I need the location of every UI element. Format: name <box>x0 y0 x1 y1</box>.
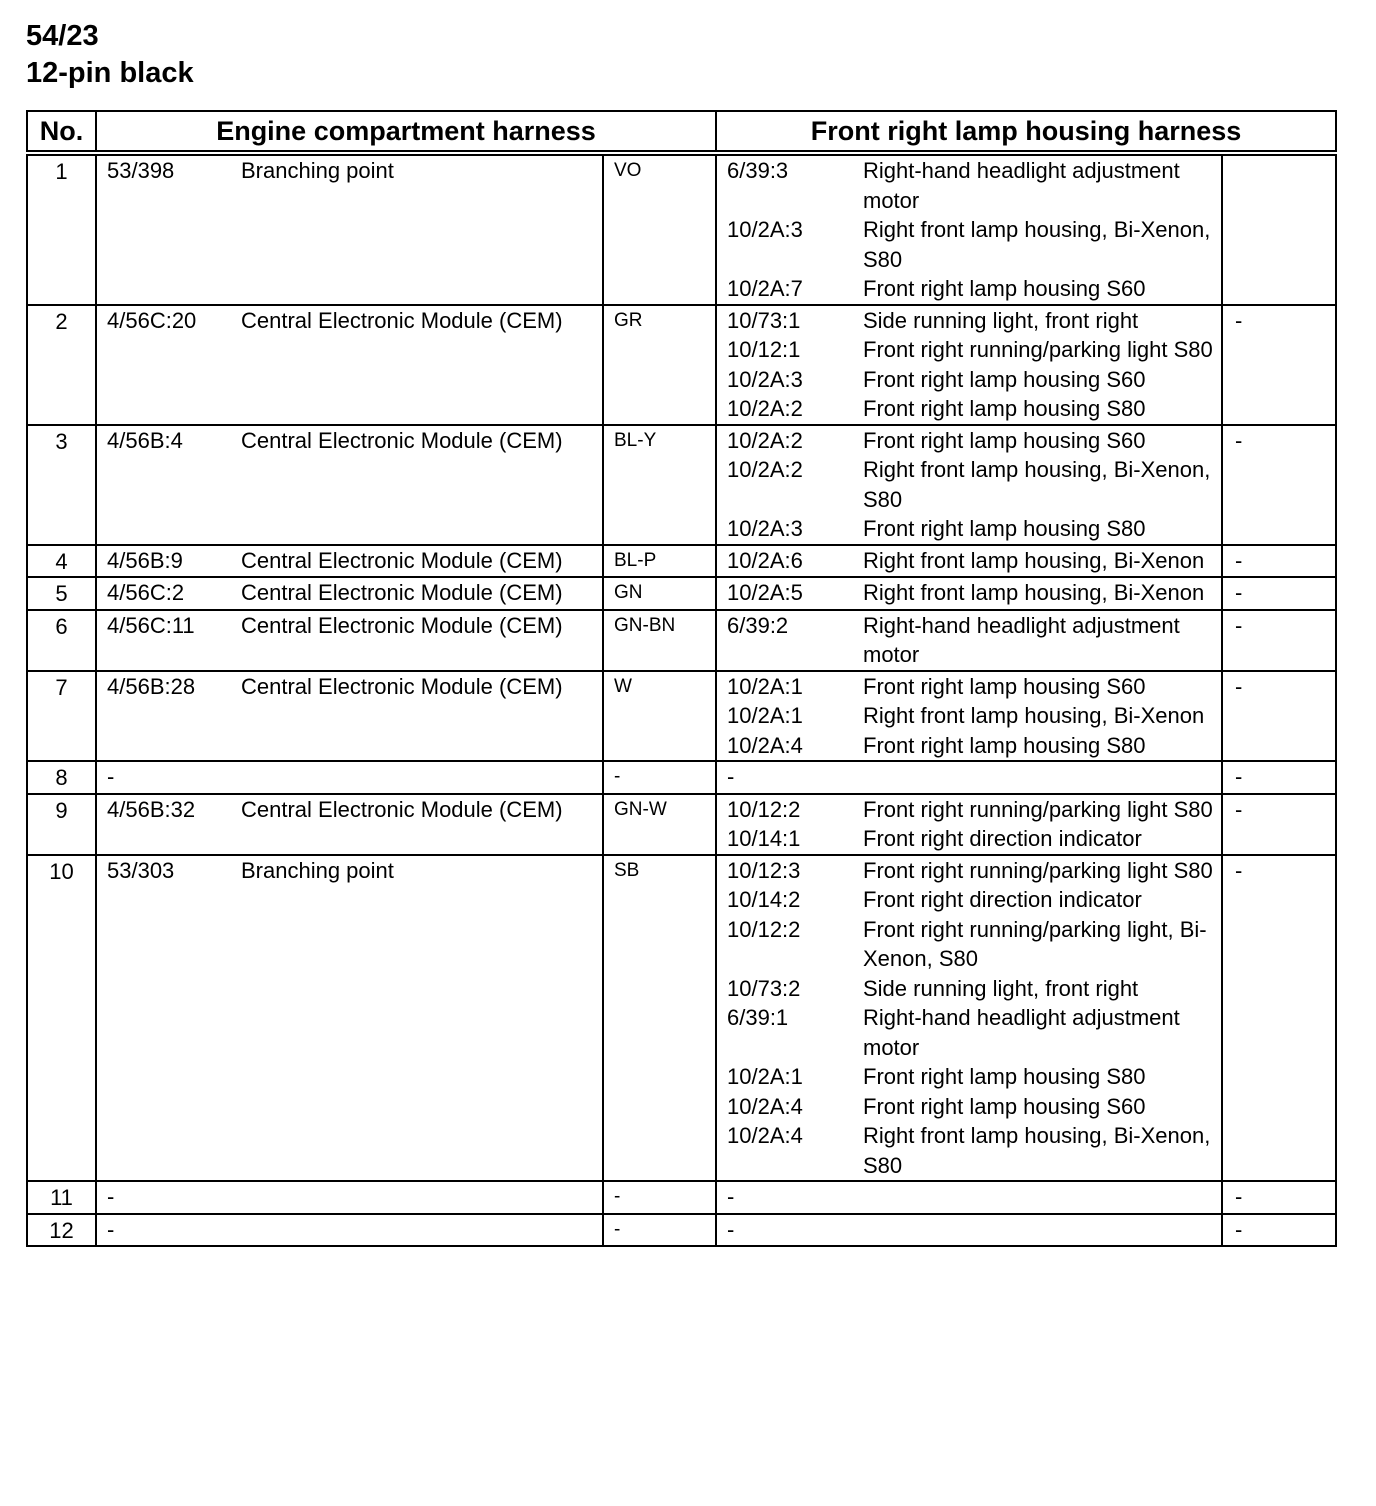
engine-connector-desc: Central Electronic Module (CEM) <box>233 305 603 425</box>
pin-number: 8 <box>27 761 96 794</box>
front-connection-entry <box>727 974 1221 1004</box>
front-connection-entry <box>727 856 1221 886</box>
pin-number: 7 <box>27 671 96 762</box>
front-connections <box>716 545 1222 578</box>
connector-description: 12-pin black <box>26 57 194 89</box>
engine-connector-id: - <box>96 761 233 794</box>
extra-column: - <box>1222 610 1336 671</box>
front-connections <box>716 305 1222 425</box>
front-connector-desc: Front right running/parking light S80 <box>863 337 1213 362</box>
front-connector-id: 10/2A:1 <box>727 703 803 728</box>
front-connector-desc: Front right running/parking light S80 <box>863 857 1213 883</box>
table-row <box>27 1214 1336 1247</box>
header-front-harness: Front right lamp housing harness <box>716 111 1336 153</box>
pin-number: 9 <box>27 794 96 855</box>
front-connector-desc: Front right running/parking light, Bi-Xenon, S80 <box>863 916 1207 971</box>
front-connector-desc <box>863 762 1221 792</box>
front-connection-entry <box>727 1062 1221 1092</box>
front-connection-entry <box>727 1003 1221 1062</box>
front-connection-entry <box>727 426 1221 456</box>
table-row <box>27 761 1336 794</box>
extra-column: - <box>1222 855 1336 1182</box>
pin-number: 3 <box>27 425 96 545</box>
front-connector-id: 10/12:3 <box>727 857 801 883</box>
front-connector-id: 10/2A:2 <box>727 396 803 421</box>
engine-connector-id: - <box>96 1214 233 1247</box>
pin-number: 1 <box>27 153 96 305</box>
front-connector-desc: Front right lamp housing S80 <box>863 396 1146 421</box>
front-connector-id: 6/39:2 <box>727 612 789 638</box>
front-connector-id: 10/12:2 <box>727 796 801 822</box>
front-connector-id: 10/2A:2 <box>727 427 803 453</box>
engine-connector-id: 4/56B:32 <box>96 794 233 855</box>
engine-connector-id: 53/303 <box>96 855 233 1182</box>
front-connector-id: 10/2A:6 <box>727 547 803 573</box>
front-connection-entry <box>727 546 1221 576</box>
connector-title <box>26 18 194 92</box>
front-connection-entry <box>727 611 1221 670</box>
engine-connector-desc: Central Electronic Module (CEM) <box>233 425 603 545</box>
wire-color: - <box>603 1214 716 1247</box>
pin-number: 4 <box>27 545 96 578</box>
engine-connector-desc: Central Electronic Module (CEM) <box>233 794 603 855</box>
front-connection-entry <box>727 578 1221 608</box>
engine-connector-desc <box>233 761 603 794</box>
front-connection-entry <box>727 1092 1221 1122</box>
front-connector-id: 10/2A:2 <box>727 457 803 482</box>
front-connector-desc: Right-hand headlight adjustment motor <box>863 158 1180 213</box>
front-connector-desc: Right-hand headlight adjustment motor <box>863 1005 1180 1060</box>
wire-color: GN-W <box>603 794 716 855</box>
front-connection-entry <box>727 701 1221 731</box>
front-connector-desc: Front right lamp housing S60 <box>863 427 1146 453</box>
table-row <box>27 610 1336 671</box>
front-connections <box>716 577 1222 610</box>
extra-column: - <box>1222 305 1336 425</box>
engine-connector-id: 4/56C:2 <box>96 577 233 610</box>
front-connector-id: 10/2A:7 <box>727 276 803 301</box>
front-connector-desc: Front right lamp housing S60 <box>863 366 1146 392</box>
table-header-row <box>27 111 1336 153</box>
front-connections <box>716 610 1222 671</box>
extra-column: - <box>1222 761 1336 794</box>
pin-table <box>26 110 1337 1247</box>
table-row <box>27 545 1336 578</box>
wire-color: - <box>603 761 716 794</box>
table-row <box>27 671 1336 762</box>
front-connection-entry <box>727 1182 1221 1212</box>
table-row <box>27 577 1336 610</box>
engine-connector-desc: Central Electronic Module (CEM) <box>233 577 603 610</box>
front-connection-entry <box>727 672 1221 702</box>
front-connection-entry <box>727 306 1221 336</box>
front-connector-desc: Right front lamp housing, Bi-Xenon, S80 <box>863 217 1211 272</box>
front-connector-desc: Right front lamp housing, Bi-Xenon <box>863 703 1205 728</box>
front-connection-entry <box>727 731 1221 761</box>
front-connector-id: 10/14:2 <box>727 887 801 912</box>
front-connector-desc: Right front lamp housing, Bi-Xenon <box>863 547 1205 573</box>
front-connector-id: 10/2A:3 <box>727 217 803 242</box>
engine-connector-id: 4/56C:11 <box>96 610 233 671</box>
front-connector-id: 10/12:2 <box>727 916 801 942</box>
front-connector-desc <box>863 1182 1221 1212</box>
pin-number: 12 <box>27 1214 96 1247</box>
engine-connector-desc: Branching point <box>233 153 603 305</box>
wire-color: W <box>603 671 716 762</box>
front-connection-entry <box>727 1215 1221 1245</box>
front-connections <box>716 671 1222 762</box>
front-connection-entry <box>727 274 1221 304</box>
table-row <box>27 794 1336 855</box>
front-connector-id: - <box>727 1216 735 1242</box>
front-connector-id: 10/73:2 <box>727 975 801 1001</box>
front-connector-desc: Side running light, front right <box>863 975 1139 1001</box>
front-connection-entry <box>727 824 1221 854</box>
wire-color: BL-Y <box>603 425 716 545</box>
wire-color: GN-BN <box>603 610 716 671</box>
front-connector-desc: Side running light, front right <box>863 307 1139 333</box>
engine-connector-id: 4/56C:20 <box>96 305 233 425</box>
front-connector-id: 10/2A:1 <box>727 1064 803 1089</box>
extra-column: - <box>1222 545 1336 578</box>
front-connector-desc: Right front lamp housing, Bi-Xenon <box>863 580 1205 605</box>
wire-color: SB <box>603 855 716 1182</box>
extra-column: - <box>1222 577 1336 610</box>
front-connection-entry <box>727 762 1221 792</box>
engine-connector-desc: Central Electronic Module (CEM) <box>233 545 603 578</box>
front-connector-desc: Right front lamp housing, Bi-Xenon, S80 <box>863 457 1211 512</box>
pin-number: 6 <box>27 610 96 671</box>
front-connector-desc: Front right lamp housing S80 <box>863 516 1146 541</box>
front-connection-entry <box>727 915 1221 974</box>
pin-number: 11 <box>27 1181 96 1214</box>
front-connector-id: 10/2A:3 <box>727 366 803 392</box>
front-connection-entry <box>727 365 1221 395</box>
extra-column: - <box>1222 1214 1336 1247</box>
header-no: No. <box>27 111 96 153</box>
front-connector-id: 10/14:1 <box>727 826 801 851</box>
extra-column: - <box>1222 1181 1336 1214</box>
front-connections <box>716 855 1222 1182</box>
front-connections <box>716 1181 1222 1214</box>
front-connection-entry <box>727 156 1221 215</box>
front-connection-entry <box>727 455 1221 514</box>
wire-color: - <box>603 1181 716 1214</box>
front-connection-entry <box>727 1121 1221 1180</box>
front-connections <box>716 153 1222 305</box>
front-connector-desc: Right front lamp housing, Bi-Xenon, S80 <box>863 1123 1211 1178</box>
front-connector-id: 10/2A:4 <box>727 1093 803 1119</box>
pin-number: 10 <box>27 855 96 1182</box>
table-row <box>27 855 1336 1182</box>
front-connector-id: 6/39:1 <box>727 1005 789 1030</box>
front-connection-entry <box>727 335 1221 365</box>
front-connector-desc: Front right running/parking light S80 <box>863 796 1213 822</box>
front-connector-desc <box>863 1215 1221 1245</box>
front-connector-id: 10/2A:5 <box>727 580 803 605</box>
extra-column: - <box>1222 671 1336 762</box>
front-connections <box>716 425 1222 545</box>
front-connection-entry <box>727 885 1221 915</box>
pin-number: 5 <box>27 577 96 610</box>
engine-connector-desc: Branching point <box>233 855 603 1182</box>
front-connector-desc: Front right lamp housing S60 <box>863 1093 1146 1119</box>
header-engine-harness: Engine compartment harness <box>96 111 716 153</box>
extra-column <box>1222 153 1336 305</box>
front-connections <box>716 794 1222 855</box>
wire-color: GN <box>603 577 716 610</box>
front-connections <box>716 1214 1222 1247</box>
engine-connector-id: 4/56B:28 <box>96 671 233 762</box>
front-connector-desc: Front right direction indicator <box>863 826 1142 851</box>
front-connector-id: 10/2A:3 <box>727 516 803 541</box>
front-connector-desc: Front right lamp housing S80 <box>863 1064 1146 1089</box>
pin-number: 2 <box>27 305 96 425</box>
wire-color: GR <box>603 305 716 425</box>
front-connector-desc: Front right direction indicator <box>863 887 1142 912</box>
front-connections <box>716 761 1222 794</box>
front-connector-id: 10/2A:4 <box>727 732 803 758</box>
front-connector-id: - <box>727 1184 735 1209</box>
engine-connector-id: 4/56B:9 <box>96 545 233 578</box>
front-connector-id: - <box>727 764 735 789</box>
front-connector-id: 10/12:1 <box>727 337 801 362</box>
front-connection-entry <box>727 795 1221 825</box>
front-connector-id: 6/39:3 <box>727 158 789 183</box>
front-connector-desc: Front right lamp housing S60 <box>863 276 1146 301</box>
extra-column: - <box>1222 794 1336 855</box>
table-row <box>27 1181 1336 1214</box>
front-connection-entry <box>727 514 1221 544</box>
engine-connector-desc <box>233 1181 603 1214</box>
front-connector-id: 10/2A:1 <box>727 673 803 699</box>
pin-rows <box>27 153 1336 1246</box>
front-connector-desc: Front right lamp housing S60 <box>863 673 1146 699</box>
table-row <box>27 425 1336 545</box>
wire-color: VO <box>603 153 716 305</box>
front-connector-desc: Right-hand headlight adjustment motor <box>863 612 1180 667</box>
table-row <box>27 153 1336 305</box>
engine-connector-desc <box>233 1214 603 1247</box>
engine-connector-id: - <box>96 1181 233 1214</box>
extra-column: - <box>1222 425 1336 545</box>
engine-connector-desc: Central Electronic Module (CEM) <box>233 610 603 671</box>
front-connector-id: 10/73:1 <box>727 307 801 333</box>
wire-color: BL-P <box>603 545 716 578</box>
table-row <box>27 305 1336 425</box>
engine-connector-id: 4/56B:4 <box>96 425 233 545</box>
front-connector-desc: Front right lamp housing S80 <box>863 732 1146 758</box>
front-connection-entry <box>727 394 1221 424</box>
engine-connector-desc: Central Electronic Module (CEM) <box>233 671 603 762</box>
engine-connector-id: 53/398 <box>96 153 233 305</box>
front-connection-entry <box>727 215 1221 274</box>
front-connector-id: 10/2A:4 <box>727 1123 803 1148</box>
connector-id: 54/23 <box>26 20 99 52</box>
